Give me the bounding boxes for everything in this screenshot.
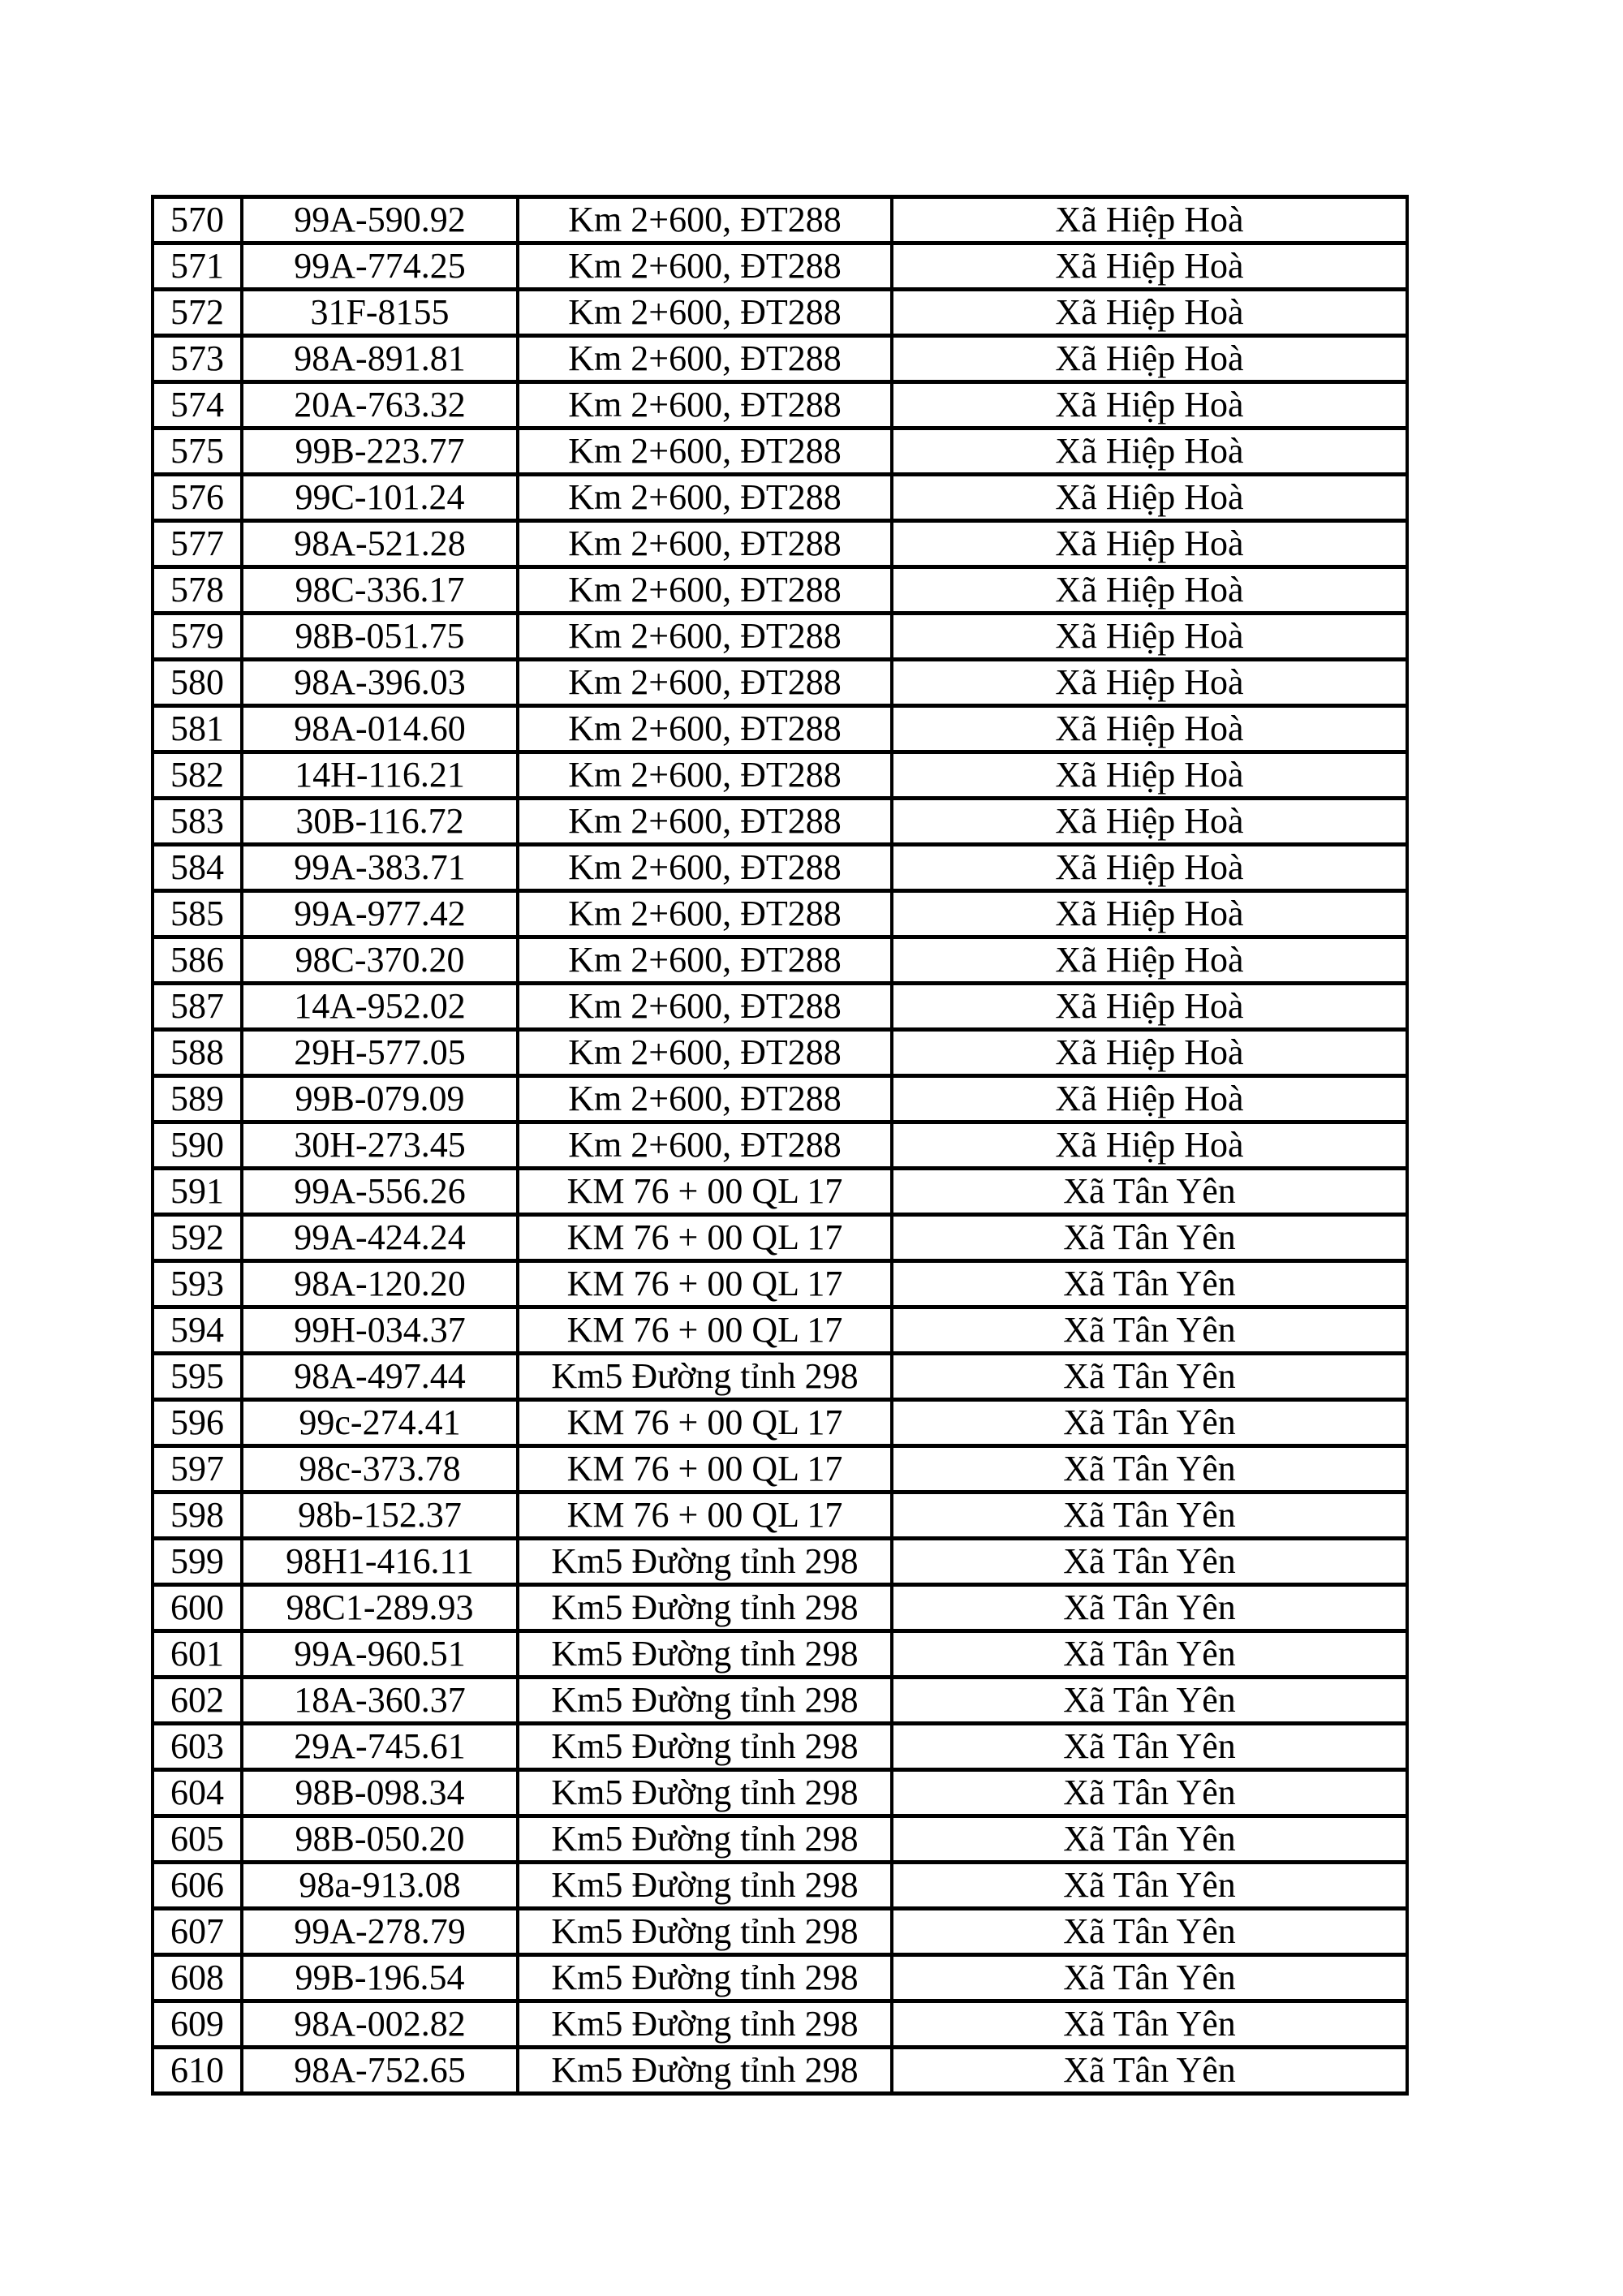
table-row <box>153 845 1407 891</box>
commune-cell: Xã Tân Yên <box>892 1909 1407 1955</box>
commune-cell: Xã Hiệp Hoà <box>892 984 1407 1030</box>
commune-cell: Xã Tân Yên <box>892 1678 1407 1724</box>
table-row <box>153 1909 1407 1955</box>
location-cell: Km 2+600, ĐT288 <box>518 706 892 752</box>
license-plate-cell: 98H1-416.11 <box>242 1539 518 1585</box>
location-cell: KM 76 + 00 QL 17 <box>518 1215 892 1261</box>
table-row <box>153 1446 1407 1493</box>
row-number-cell: 578 <box>153 567 242 614</box>
location-cell: Km 2+600, ĐT288 <box>518 290 892 336</box>
license-plate-cell: 99B-079.09 <box>242 1076 518 1122</box>
table-row <box>153 1400 1407 1446</box>
commune-cell: Xã Tân Yên <box>892 1539 1407 1585</box>
row-number-cell: 572 <box>153 290 242 336</box>
commune-cell: Xã Tân Yên <box>892 1863 1407 1909</box>
license-plate-cell: 98C1-289.93 <box>242 1585 518 1631</box>
row-number-cell: 600 <box>153 1585 242 1631</box>
table-row <box>153 1307 1407 1354</box>
location-cell: Km 2+600, ĐT288 <box>518 752 892 799</box>
row-number-cell: 606 <box>153 1863 242 1909</box>
table-row <box>153 2001 1407 2048</box>
table-row <box>153 1169 1407 1215</box>
row-number-cell: 574 <box>153 382 242 429</box>
table-row <box>153 1678 1407 1724</box>
license-plate-cell: 99B-196.54 <box>242 1955 518 2001</box>
license-plate-cell: 99A-977.42 <box>242 891 518 937</box>
commune-cell: Xã Tân Yên <box>892 1493 1407 1539</box>
row-number-cell: 577 <box>153 521 242 567</box>
location-cell: Km 2+600, ĐT288 <box>518 521 892 567</box>
commune-cell: Xã Hiệp Hoà <box>892 706 1407 752</box>
table-row <box>153 1631 1407 1678</box>
license-plate-cell: 99C-101.24 <box>242 475 518 521</box>
table-row <box>153 475 1407 521</box>
location-cell: Km 2+600, ĐT288 <box>518 429 892 475</box>
commune-cell: Xã Hiệp Hoà <box>892 752 1407 799</box>
table-row <box>153 197 1407 243</box>
license-plate-cell: 99A-278.79 <box>242 1909 518 1955</box>
row-number-cell: 584 <box>153 845 242 891</box>
table-row <box>153 799 1407 845</box>
location-cell: Km5 Đường tỉnh 298 <box>518 1585 892 1631</box>
license-plate-cell: 31F-8155 <box>242 290 518 336</box>
table-row <box>153 1030 1407 1076</box>
table-row <box>153 1863 1407 1909</box>
license-plate-cell: 99A-774.25 <box>242 243 518 290</box>
commune-cell: Xã Hiệp Hoà <box>892 429 1407 475</box>
commune-cell: Xã Tân Yên <box>892 1307 1407 1354</box>
commune-cell: Xã Hiệp Hoà <box>892 891 1407 937</box>
license-plate-cell: 98A-120.20 <box>242 1261 518 1307</box>
commune-cell: Xã Tân Yên <box>892 2048 1407 2094</box>
row-number-cell: 597 <box>153 1446 242 1493</box>
commune-cell: Xã Tân Yên <box>892 2001 1407 2048</box>
row-number-cell: 585 <box>153 891 242 937</box>
license-plate-cell: 98C-336.17 <box>242 567 518 614</box>
table-row <box>153 1539 1407 1585</box>
location-cell: KM 76 + 00 QL 17 <box>518 1307 892 1354</box>
row-number-cell: 589 <box>153 1076 242 1122</box>
license-plate-cell: 30B-116.72 <box>242 799 518 845</box>
row-number-cell: 596 <box>153 1400 242 1446</box>
row-number-cell: 580 <box>153 660 242 706</box>
license-plate-cell: 99c-274.41 <box>242 1400 518 1446</box>
table-row <box>153 290 1407 336</box>
location-cell: Km5 Đường tỉnh 298 <box>518 1678 892 1724</box>
row-number-cell: 607 <box>153 1909 242 1955</box>
commune-cell: Xã Hiệp Hoà <box>892 290 1407 336</box>
license-plate-cell: 98B-098.34 <box>242 1770 518 1816</box>
location-cell: KM 76 + 00 QL 17 <box>518 1169 892 1215</box>
license-plate-cell: 29A-745.61 <box>242 1724 518 1770</box>
row-number-cell: 601 <box>153 1631 242 1678</box>
commune-cell: Xã Tân Yên <box>892 1354 1407 1400</box>
commune-cell: Xã Tân Yên <box>892 1446 1407 1493</box>
commune-cell: Xã Tân Yên <box>892 1770 1407 1816</box>
location-cell: Km 2+600, ĐT288 <box>518 799 892 845</box>
location-cell: Km5 Đường tỉnh 298 <box>518 1955 892 2001</box>
table-row <box>153 2048 1407 2094</box>
license-plate-cell: 98A-497.44 <box>242 1354 518 1400</box>
location-cell: Km 2+600, ĐT288 <box>518 845 892 891</box>
row-number-cell: 609 <box>153 2001 242 2048</box>
location-cell: Km 2+600, ĐT288 <box>518 891 892 937</box>
row-number-cell: 571 <box>153 243 242 290</box>
table-row <box>153 614 1407 660</box>
row-number-cell: 605 <box>153 1816 242 1863</box>
license-plate-cell: 98b-152.37 <box>242 1493 518 1539</box>
commune-cell: Xã Hiệp Hoà <box>892 382 1407 429</box>
location-cell: Km5 Đường tỉnh 298 <box>518 1909 892 1955</box>
location-cell: Km5 Đường tỉnh 298 <box>518 1354 892 1400</box>
table-row <box>153 521 1407 567</box>
commune-cell: Xã Hiệp Hoà <box>892 521 1407 567</box>
commune-cell: Xã Tân Yên <box>892 1400 1407 1446</box>
commune-cell: Xã Hiệp Hoà <box>892 475 1407 521</box>
table-row <box>153 984 1407 1030</box>
license-plate-cell: 29H-577.05 <box>242 1030 518 1076</box>
table-row <box>153 336 1407 382</box>
row-number-cell: 608 <box>153 1955 242 2001</box>
location-cell: Km 2+600, ĐT288 <box>518 1030 892 1076</box>
row-number-cell: 579 <box>153 614 242 660</box>
commune-cell: Xã Tân Yên <box>892 1215 1407 1261</box>
row-number-cell: 575 <box>153 429 242 475</box>
row-number-cell: 593 <box>153 1261 242 1307</box>
commune-cell: Xã Hiệp Hoà <box>892 567 1407 614</box>
location-cell: Km 2+600, ĐT288 <box>518 567 892 614</box>
table-row <box>153 1076 1407 1122</box>
table-row <box>153 1215 1407 1261</box>
commune-cell: Xã Hiệp Hoà <box>892 1122 1407 1169</box>
license-plate-cell: 98A-891.81 <box>242 336 518 382</box>
table-row <box>153 1261 1407 1307</box>
location-cell: KM 76 + 00 QL 17 <box>518 1400 892 1446</box>
row-number-cell: 570 <box>153 197 242 243</box>
table-row <box>153 891 1407 937</box>
commune-cell: Xã Hiệp Hoà <box>892 1076 1407 1122</box>
location-cell: Km 2+600, ĐT288 <box>518 336 892 382</box>
table-row <box>153 937 1407 984</box>
row-number-cell: 592 <box>153 1215 242 1261</box>
row-number-cell: 573 <box>153 336 242 382</box>
commune-cell: Xã Hiệp Hoà <box>892 614 1407 660</box>
location-cell: Km 2+600, ĐT288 <box>518 1122 892 1169</box>
row-number-cell: 576 <box>153 475 242 521</box>
table-row <box>153 429 1407 475</box>
location-cell: Km 2+600, ĐT288 <box>518 382 892 429</box>
commune-cell: Xã Hiệp Hoà <box>892 197 1407 243</box>
commune-cell: Xã Tân Yên <box>892 1724 1407 1770</box>
commune-cell: Xã Hiệp Hoà <box>892 845 1407 891</box>
location-cell: Km 2+600, ĐT288 <box>518 243 892 290</box>
commune-cell: Xã Hiệp Hoà <box>892 336 1407 382</box>
location-cell: Km 2+600, ĐT288 <box>518 614 892 660</box>
license-plate-cell: 98A-396.03 <box>242 660 518 706</box>
location-cell: Km5 Đường tỉnh 298 <box>518 1631 892 1678</box>
location-cell: Km5 Đường tỉnh 298 <box>518 1863 892 1909</box>
commune-cell: Xã Tân Yên <box>892 1816 1407 1863</box>
location-cell: Km5 Đường tỉnh 298 <box>518 2001 892 2048</box>
commune-cell: Xã Hiệp Hoà <box>892 1030 1407 1076</box>
license-plate-cell: 98A-521.28 <box>242 521 518 567</box>
location-cell: Km5 Đường tỉnh 298 <box>518 1539 892 1585</box>
location-cell: Km 2+600, ĐT288 <box>518 1076 892 1122</box>
row-number-cell: 594 <box>153 1307 242 1354</box>
location-cell: Km 2+600, ĐT288 <box>518 197 892 243</box>
license-plate-cell: 20A-763.32 <box>242 382 518 429</box>
license-plate-cell: 98A-752.65 <box>242 2048 518 2094</box>
location-cell: KM 76 + 00 QL 17 <box>518 1493 892 1539</box>
table-row <box>153 1724 1407 1770</box>
location-cell: KM 76 + 00 QL 17 <box>518 1261 892 1307</box>
table-row <box>153 1955 1407 2001</box>
table-row <box>153 1354 1407 1400</box>
vehicle-plate-table <box>151 195 1409 2096</box>
license-plate-cell: 98C-370.20 <box>242 937 518 984</box>
license-plate-cell: 98A-014.60 <box>242 706 518 752</box>
license-plate-cell: 99A-383.71 <box>242 845 518 891</box>
vehicle-plate-table-body <box>153 197 1407 2094</box>
license-plate-cell: 18A-360.37 <box>242 1678 518 1724</box>
row-number-cell: 583 <box>153 799 242 845</box>
table-row <box>153 1770 1407 1816</box>
location-cell: Km5 Đường tỉnh 298 <box>518 1816 892 1863</box>
commune-cell: Xã Tân Yên <box>892 1169 1407 1215</box>
table-row <box>153 752 1407 799</box>
location-cell: Km 2+600, ĐT288 <box>518 937 892 984</box>
license-plate-cell: 98A-002.82 <box>242 2001 518 2048</box>
table-row <box>153 1816 1407 1863</box>
row-number-cell: 610 <box>153 2048 242 2094</box>
license-plate-cell: 98B-050.20 <box>242 1816 518 1863</box>
table-row <box>153 382 1407 429</box>
commune-cell: Xã Tân Yên <box>892 1585 1407 1631</box>
table-row <box>153 1585 1407 1631</box>
location-cell: Km 2+600, ĐT288 <box>518 660 892 706</box>
table-row <box>153 1122 1407 1169</box>
location-cell: KM 76 + 00 QL 17 <box>518 1446 892 1493</box>
table-row <box>153 243 1407 290</box>
row-number-cell: 588 <box>153 1030 242 1076</box>
location-cell: Km5 Đường tỉnh 298 <box>518 2048 892 2094</box>
commune-cell: Xã Tân Yên <box>892 1955 1407 2001</box>
license-plate-cell: 98c-373.78 <box>242 1446 518 1493</box>
license-plate-cell: 99A-556.26 <box>242 1169 518 1215</box>
table-row <box>153 1493 1407 1539</box>
commune-cell: Xã Hiệp Hoà <box>892 660 1407 706</box>
commune-cell: Xã Tân Yên <box>892 1631 1407 1678</box>
row-number-cell: 590 <box>153 1122 242 1169</box>
license-plate-cell: 14A-952.02 <box>242 984 518 1030</box>
commune-cell: Xã Hiệp Hoà <box>892 799 1407 845</box>
table-row <box>153 567 1407 614</box>
row-number-cell: 602 <box>153 1678 242 1724</box>
row-number-cell: 587 <box>153 984 242 1030</box>
row-number-cell: 599 <box>153 1539 242 1585</box>
license-plate-cell: 98B-051.75 <box>242 614 518 660</box>
row-number-cell: 591 <box>153 1169 242 1215</box>
license-plate-cell: 30H-273.45 <box>242 1122 518 1169</box>
table-row <box>153 706 1407 752</box>
row-number-cell: 603 <box>153 1724 242 1770</box>
license-plate-cell: 99A-590.92 <box>242 197 518 243</box>
row-number-cell: 586 <box>153 937 242 984</box>
location-cell: Km5 Đường tỉnh 298 <box>518 1770 892 1816</box>
license-plate-cell: 99H-034.37 <box>242 1307 518 1354</box>
commune-cell: Xã Hiệp Hoà <box>892 937 1407 984</box>
commune-cell: Xã Tân Yên <box>892 1261 1407 1307</box>
license-plate-cell: 98a-913.08 <box>242 1863 518 1909</box>
row-number-cell: 582 <box>153 752 242 799</box>
license-plate-cell: 14H-116.21 <box>242 752 518 799</box>
row-number-cell: 598 <box>153 1493 242 1539</box>
row-number-cell: 604 <box>153 1770 242 1816</box>
license-plate-cell: 99A-424.24 <box>242 1215 518 1261</box>
row-number-cell: 581 <box>153 706 242 752</box>
table-row <box>153 660 1407 706</box>
location-cell: Km5 Đường tỉnh 298 <box>518 1724 892 1770</box>
license-plate-cell: 99B-223.77 <box>242 429 518 475</box>
location-cell: Km 2+600, ĐT288 <box>518 475 892 521</box>
row-number-cell: 595 <box>153 1354 242 1400</box>
license-plate-cell: 99A-960.51 <box>242 1631 518 1678</box>
location-cell: Km 2+600, ĐT288 <box>518 984 892 1030</box>
commune-cell: Xã Hiệp Hoà <box>892 243 1407 290</box>
